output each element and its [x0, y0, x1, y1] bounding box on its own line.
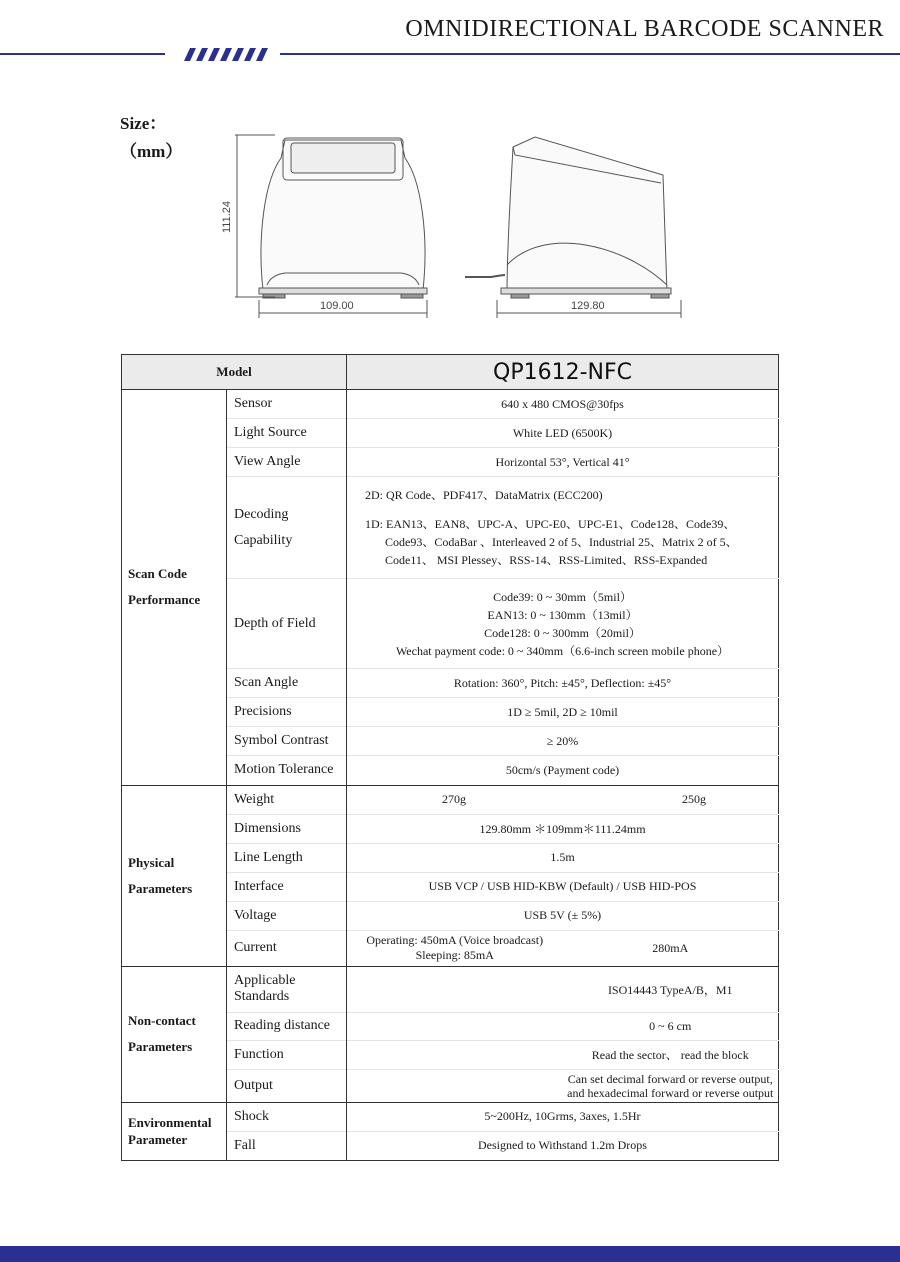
depth-line: Wechat payment code: 0 ~ 340mm（6.6-inch screen mobile phone） [395, 643, 730, 658]
header-stripes-decoration [178, 48, 268, 61]
row-label-standards: Applicable Standards [227, 966, 347, 1012]
size-unit: （mm） [120, 142, 183, 161]
weight-value-b: 250g [682, 792, 706, 806]
row-label-shock: Shock [227, 1102, 347, 1131]
depth-line: Code39: 0 ~ 30mm（5mil） [493, 589, 632, 604]
standards-value: ISO14443 TypeA/B，M1 [607, 982, 733, 997]
size-label [120, 110, 182, 166]
spec-table [121, 354, 779, 1161]
row-label-distance: Reading distance [227, 1012, 347, 1040]
row-value-shock: 5~200Hz, 10Grms, 3axes, 1.5Hr [347, 1102, 779, 1131]
distance-value: 0 ~ 6 cm [649, 1018, 692, 1033]
row-label-light: Light Source [227, 419, 347, 448]
dimension-height: 111.24 [221, 200, 233, 233]
table-row [122, 785, 779, 814]
table-row [122, 1102, 779, 1131]
row-value-line: 1.5m [347, 843, 779, 872]
page-title: OMNIDIRECTIONAL BARCODE SCANNER [405, 16, 884, 42]
depth-line: EAN13: 0 ~ 130mm（13mil） [487, 607, 638, 622]
size-title: Size： [120, 114, 167, 133]
row-label-motion: Motion Tolerance [227, 756, 347, 785]
group-title-physical: Physical Parameters [122, 785, 227, 966]
row-value-function [347, 1040, 779, 1069]
dimension-side-width: 129.80 [571, 300, 605, 312]
row-value-fall: Designed to Withstand 1.2m Drops [347, 1131, 779, 1160]
row-value-view: Horizontal 53°, Vertical 41° [347, 448, 779, 477]
group-title-environment: Environmental Parameter [122, 1102, 227, 1160]
header-rule-right [280, 53, 900, 55]
current-value-a [347, 933, 563, 963]
current-operating: Operating: 450mA (Voice broadcast) [366, 933, 544, 947]
table-row [122, 390, 779, 419]
row-label-depth: Depth of Field [227, 579, 347, 669]
row-label-angle: Scan Angle [227, 669, 347, 698]
output-line: and hexadecimal forward or reverse output [567, 1085, 774, 1100]
row-label-decoding: Decoding Capability [227, 477, 347, 579]
row-value-interface: USB VCP / USB HID-KBW (Default) / USB HID-POS [347, 872, 779, 901]
row-label-fall: Fall [227, 1131, 347, 1160]
output-line: Can set decimal forward or reverse output, [567, 1071, 773, 1086]
side-view [465, 137, 681, 318]
row-label-function: Function [227, 1040, 347, 1069]
row-label-precisions: Precisions [227, 698, 347, 727]
row-value-depth [347, 579, 779, 669]
weight-value-a: 270g [442, 792, 466, 806]
current-sleeping: Sleeping: 85mA [415, 948, 494, 962]
row-value-light: White LED (6500K) [347, 419, 779, 448]
row-value-decoding [347, 477, 779, 579]
decoding-2d: 2D: QR Code、PDF417、DataMatrix (ECC200) [365, 488, 603, 502]
row-value-output [347, 1069, 779, 1102]
footer-bar [0, 1246, 900, 1262]
row-label-interface: Interface [227, 872, 347, 901]
row-value-motion: 50cm/s (Payment code) [347, 756, 779, 785]
row-label-weight: Weight [227, 785, 347, 814]
model-value: QP1612-NFC [347, 355, 779, 390]
row-value-contrast: ≥ 20% [347, 727, 779, 756]
row-value-distance [347, 1012, 779, 1040]
row-value-current [347, 930, 779, 966]
row-label-contrast: Symbol Contrast [227, 727, 347, 756]
table-row [122, 966, 779, 1012]
dimension-front-width: 109.00 [320, 300, 354, 312]
row-label-view: View Angle [227, 448, 347, 477]
row-label-sensor: Sensor [227, 390, 347, 419]
output-value [563, 1072, 779, 1100]
row-label-line: Line Length [227, 843, 347, 872]
row-value-angle: Rotation: 360°, Pitch: ±45°, Deflection: ±45° [347, 669, 779, 698]
model-label: Model [122, 355, 347, 390]
front-view [235, 135, 427, 318]
decoding-1d: 1D: EAN13、EAN8、UPC-A、UPC-E0、UPC-E1、Code128、Code39、Code93、CodaBar 、Interleaved 2 of 5、Industrial 25、Matrix 2 of 5、Code11、 MSI Plessey、RSS-14、RSS-Limited、RSS-Expanded [365, 517, 738, 567]
function-value: Read the sector、 read the block [591, 1048, 749, 1062]
row-value-standards [347, 966, 779, 1012]
scanner-dimension-drawing [215, 125, 695, 325]
row-value-weight [347, 785, 779, 814]
row-label-output: Output [227, 1069, 347, 1102]
depth-line: Code128: 0 ~ 300mm（20mil） [484, 625, 641, 640]
group-title-scan: Scan Code Performance [122, 390, 227, 786]
current-value-b: 280mA [652, 941, 689, 955]
row-value-sensor: 640 x 480 CMOS@30fps [347, 390, 779, 419]
row-label-current: Current [227, 930, 347, 966]
header-rule-left [0, 53, 165, 55]
row-value-dimensions: 129.80mm ＊109mm＊111.24mm [347, 814, 779, 843]
group-title-noncontact: Non-contact Parameters [122, 966, 227, 1102]
model-row [122, 355, 779, 390]
row-label-voltage: Voltage [227, 901, 347, 930]
row-value-precisions: 1D ≥ 5mil, 2D ≥ 10mil [347, 698, 779, 727]
row-value-voltage: USB 5V (± 5%) [347, 901, 779, 930]
row-label-dimensions: Dimensions [227, 814, 347, 843]
